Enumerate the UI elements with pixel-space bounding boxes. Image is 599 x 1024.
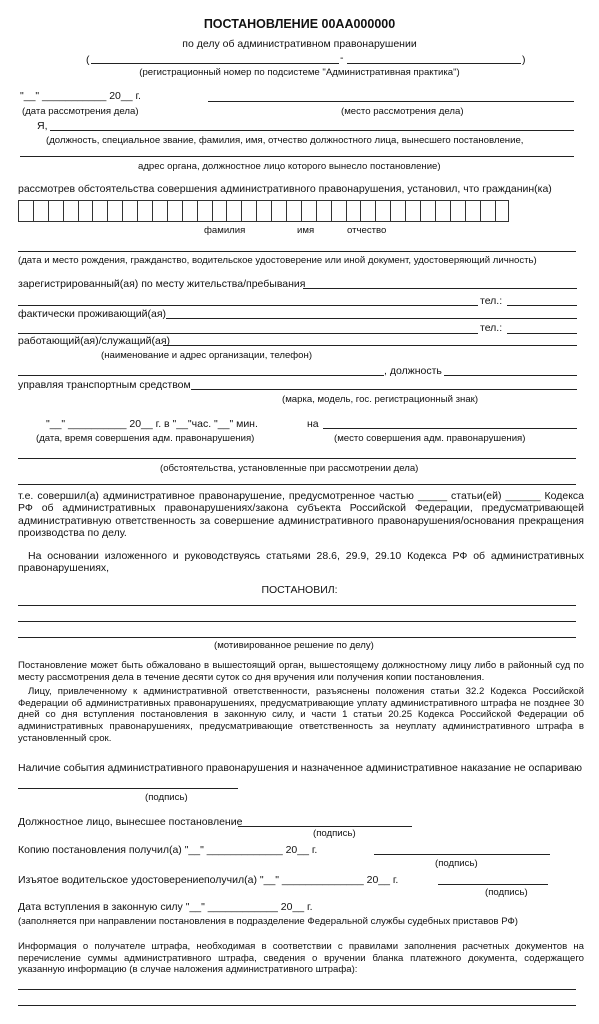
name-letter-cell[interactable] xyxy=(167,200,182,222)
registered-label: зарегистрированный(ая) по месту жительства/пребывания xyxy=(18,278,306,290)
driving-label: управляя транспортным средством xyxy=(18,379,191,391)
patronymic-label: отчество xyxy=(347,225,387,236)
signature-caption-4: (подпись) xyxy=(485,887,528,898)
name-letter-cell[interactable] xyxy=(18,200,33,222)
actual-label: фактически проживающий(ая) xyxy=(18,308,166,320)
surname-label: фамилия xyxy=(204,225,246,236)
name-letter-cell[interactable] xyxy=(420,200,435,222)
name-letter-cell[interactable] xyxy=(48,200,63,222)
offense-place-line[interactable] xyxy=(323,428,577,429)
name-letter-cell[interactable] xyxy=(122,200,137,222)
name-letter-cell[interactable] xyxy=(241,200,256,222)
signature-line-3[interactable] xyxy=(374,854,550,855)
circumstances-line-2[interactable] xyxy=(18,484,576,485)
review-place-caption: (место рассмотрения дела) xyxy=(341,106,464,117)
name-letter-cell[interactable] xyxy=(271,200,286,222)
basis-paragraph: На основании изложенного и руководствуясь статьями 28.6, 29.9, 29.10 Кодекса РФ об административных правонарушениях, xyxy=(18,550,584,575)
name-label: имя xyxy=(297,225,315,236)
review-date-caption: (дата рассмотрения дела) xyxy=(22,106,139,117)
org-caption: (наименование и адрес организации, телефон) xyxy=(101,350,313,361)
official-line[interactable] xyxy=(50,130,574,131)
name-letter-cell[interactable] xyxy=(346,200,361,222)
copy-received-label: Копию постановления получил(а) "__" _____________ 20__ г. xyxy=(18,844,318,856)
name-letter-cell[interactable] xyxy=(316,200,331,222)
name-letter-cell[interactable] xyxy=(107,200,122,222)
birth-caption: (дата и место рождения, гражданство, водительское удостоверение или иной документ, удостоверяющий личность) xyxy=(18,255,537,266)
position-line[interactable] xyxy=(444,375,577,376)
name-letter-cell[interactable] xyxy=(78,200,93,222)
name-letter-cell[interactable] xyxy=(226,200,241,222)
address-caption: адрес органа, должностное лицо которого вынесло постановление) xyxy=(138,161,441,172)
decision-line-1[interactable] xyxy=(18,605,576,606)
decision-line-3[interactable] xyxy=(18,637,576,638)
committed-paragraph: т.е. совершил(а) административное правонарушение, предусмотренное частью _____ статьи(ей) ______ Кодекса РФ об административных правонарушениях/закона субъекта Российской Федерации, предусматривающей административную ответственность за совершение административного правонарушения/основания прекращения производства по делу. xyxy=(18,490,584,540)
review-place-line[interactable] xyxy=(208,101,574,102)
na-label: на xyxy=(307,418,319,430)
reg-number-line-right[interactable] xyxy=(347,63,521,64)
name-letter-cell[interactable] xyxy=(480,200,495,222)
name-letter-cell[interactable] xyxy=(286,200,301,222)
name-letter-cell[interactable] xyxy=(405,200,420,222)
decision-heading: ПОСТАНОВИЛ: xyxy=(261,584,338,596)
signature-line-1[interactable] xyxy=(18,788,238,789)
tel-line-2[interactable] xyxy=(507,333,577,334)
name-letter-cell[interactable] xyxy=(152,200,167,222)
name-letter-cell[interactable] xyxy=(256,200,271,222)
name-letter-cell[interactable] xyxy=(495,200,510,222)
actual-line[interactable] xyxy=(166,318,577,319)
name-letter-grid[interactable] xyxy=(18,200,509,222)
payee-line-1[interactable] xyxy=(18,989,576,990)
offense-place-caption: (место совершения адм. правонарушения) xyxy=(334,433,526,444)
registered-line-2[interactable] xyxy=(18,305,478,306)
document-subtitle: по делу об административном правонарушении xyxy=(182,38,417,50)
reg-number-caption: (регистрационный номер по подсистеме "Административная практика") xyxy=(139,67,460,78)
considered-text: рассмотрев обстоятельства совершения административного правонарушения, установил, что гражданин(ка) xyxy=(18,183,552,195)
working-label: работающий(ая)/служащий(ая) xyxy=(18,335,171,347)
birth-line[interactable] xyxy=(18,251,576,252)
ya-label: Я, xyxy=(37,120,48,132)
signature-caption-3: (подпись) xyxy=(435,858,478,869)
signature-caption-2: (подпись) xyxy=(313,828,356,839)
official-signature-label: Должностное лицо, вынесшее постановление xyxy=(18,816,243,828)
circumstances-caption: (обстоятельства, установленные при рассмотрении дела) xyxy=(160,463,419,474)
decision-caption: (мотивированное решение по делу) xyxy=(214,640,374,651)
vehicle-line[interactable] xyxy=(191,389,577,390)
license-seized-label: Изъятое водительское удостоверение xyxy=(18,874,205,886)
name-letter-cell[interactable] xyxy=(390,200,405,222)
registered-line[interactable] xyxy=(303,288,577,289)
name-letter-cell[interactable] xyxy=(375,200,390,222)
bailiff-note: (заполняется при направлении постановления в подразделение Федеральной службы судебных приставов РФ) xyxy=(18,916,518,927)
payee-info-text: Информация о получателе штрафа, необходимая в соответствии с правилами заполнения расчетных документов на перечисление суммы административного штрафа, сведения о вручении бланка платежного документа, содержащего указанную информацию (в случае наложения административного штрафа): xyxy=(18,941,584,976)
name-letter-cell[interactable] xyxy=(465,200,480,222)
name-letter-cell[interactable] xyxy=(182,200,197,222)
working-line[interactable] xyxy=(163,345,577,346)
tel-line-1[interactable] xyxy=(507,305,577,306)
name-letter-cell[interactable] xyxy=(301,200,316,222)
official-caption: (должность, специальное звание, фамилия, имя, отчество должностного лица, вынесшего постановление, xyxy=(46,135,524,146)
review-date: "__" ___________ 20__ г. xyxy=(20,90,141,102)
circumstances-line[interactable] xyxy=(18,458,576,459)
offense-datetime-caption: (дата, время совершения адм. правонарушения) xyxy=(36,433,255,444)
not-disputed-text: Наличие события административного правонарушения и назначенное административное наказание не оспариваю xyxy=(18,762,583,774)
paren-open: ( xyxy=(86,54,90,66)
name-letter-cell[interactable] xyxy=(33,200,48,222)
signature-caption-1: (подпись) xyxy=(145,792,188,803)
name-letter-cell[interactable] xyxy=(63,200,78,222)
name-letter-cell[interactable] xyxy=(450,200,465,222)
signature-line-2[interactable] xyxy=(238,826,412,827)
name-letter-cell[interactable] xyxy=(331,200,346,222)
reg-number-line-left[interactable] xyxy=(91,63,339,64)
effective-date-label: Дата вступления в законную силу "__" ____________ 20__ г. xyxy=(18,901,313,913)
explain-paragraph: Лицу, привлеченному к административной ответственности, разъяснены положения статьи 32.2 Кодекса Российской Федерации об административных правонарушениях, предусматривающие уплату административного штрафа не позднее 30 дней со дня вступления постановления в законную силу, и части 1 статьи 20.25 Кодекса Российской Федерации об административных правонарушениях, предусматривающие ответственность за неуплату административного штрафа в установленный срок. xyxy=(18,686,584,744)
paren-close: ) xyxy=(522,54,526,66)
offense-datetime: "__" __________ 20__ г. в "__"час. "__" мин. xyxy=(46,418,258,430)
signature-line-4[interactable] xyxy=(438,884,548,885)
name-letter-cell[interactable] xyxy=(435,200,450,222)
reg-dash: - xyxy=(340,52,344,64)
payee-line-2[interactable] xyxy=(18,1005,576,1006)
official-line-2[interactable] xyxy=(20,156,574,157)
vehicle-caption: (марка, модель, гос. регистрационный знак) xyxy=(282,394,479,405)
name-letter-cell[interactable] xyxy=(197,200,212,222)
license-received-label: получил(а) "__" ______________ 20__ г. xyxy=(204,874,399,886)
name-letter-cell[interactable] xyxy=(360,200,375,222)
appeal-paragraph: Постановление может быть обжаловано в вышестоящий орган, вышестоящему должностному лицу либо в районный суд по месту рассмотрения дела в течение десяти суток со дня вручения или получения копии постановления. xyxy=(18,660,584,683)
tel-label-2: тел.: xyxy=(480,322,503,334)
name-letter-cell[interactable] xyxy=(92,200,107,222)
document-title: ПОСТАНОВЛЕНИЕ 00АА000000 xyxy=(203,17,396,31)
decision-line-2[interactable] xyxy=(18,621,576,622)
org-line[interactable] xyxy=(18,375,384,376)
actual-line-2[interactable] xyxy=(18,333,478,334)
name-letter-cell[interactable] xyxy=(137,200,152,222)
name-letter-cell[interactable] xyxy=(212,200,227,222)
tel-label-1: тел.: xyxy=(480,295,503,307)
position-label: , должность xyxy=(384,365,442,377)
